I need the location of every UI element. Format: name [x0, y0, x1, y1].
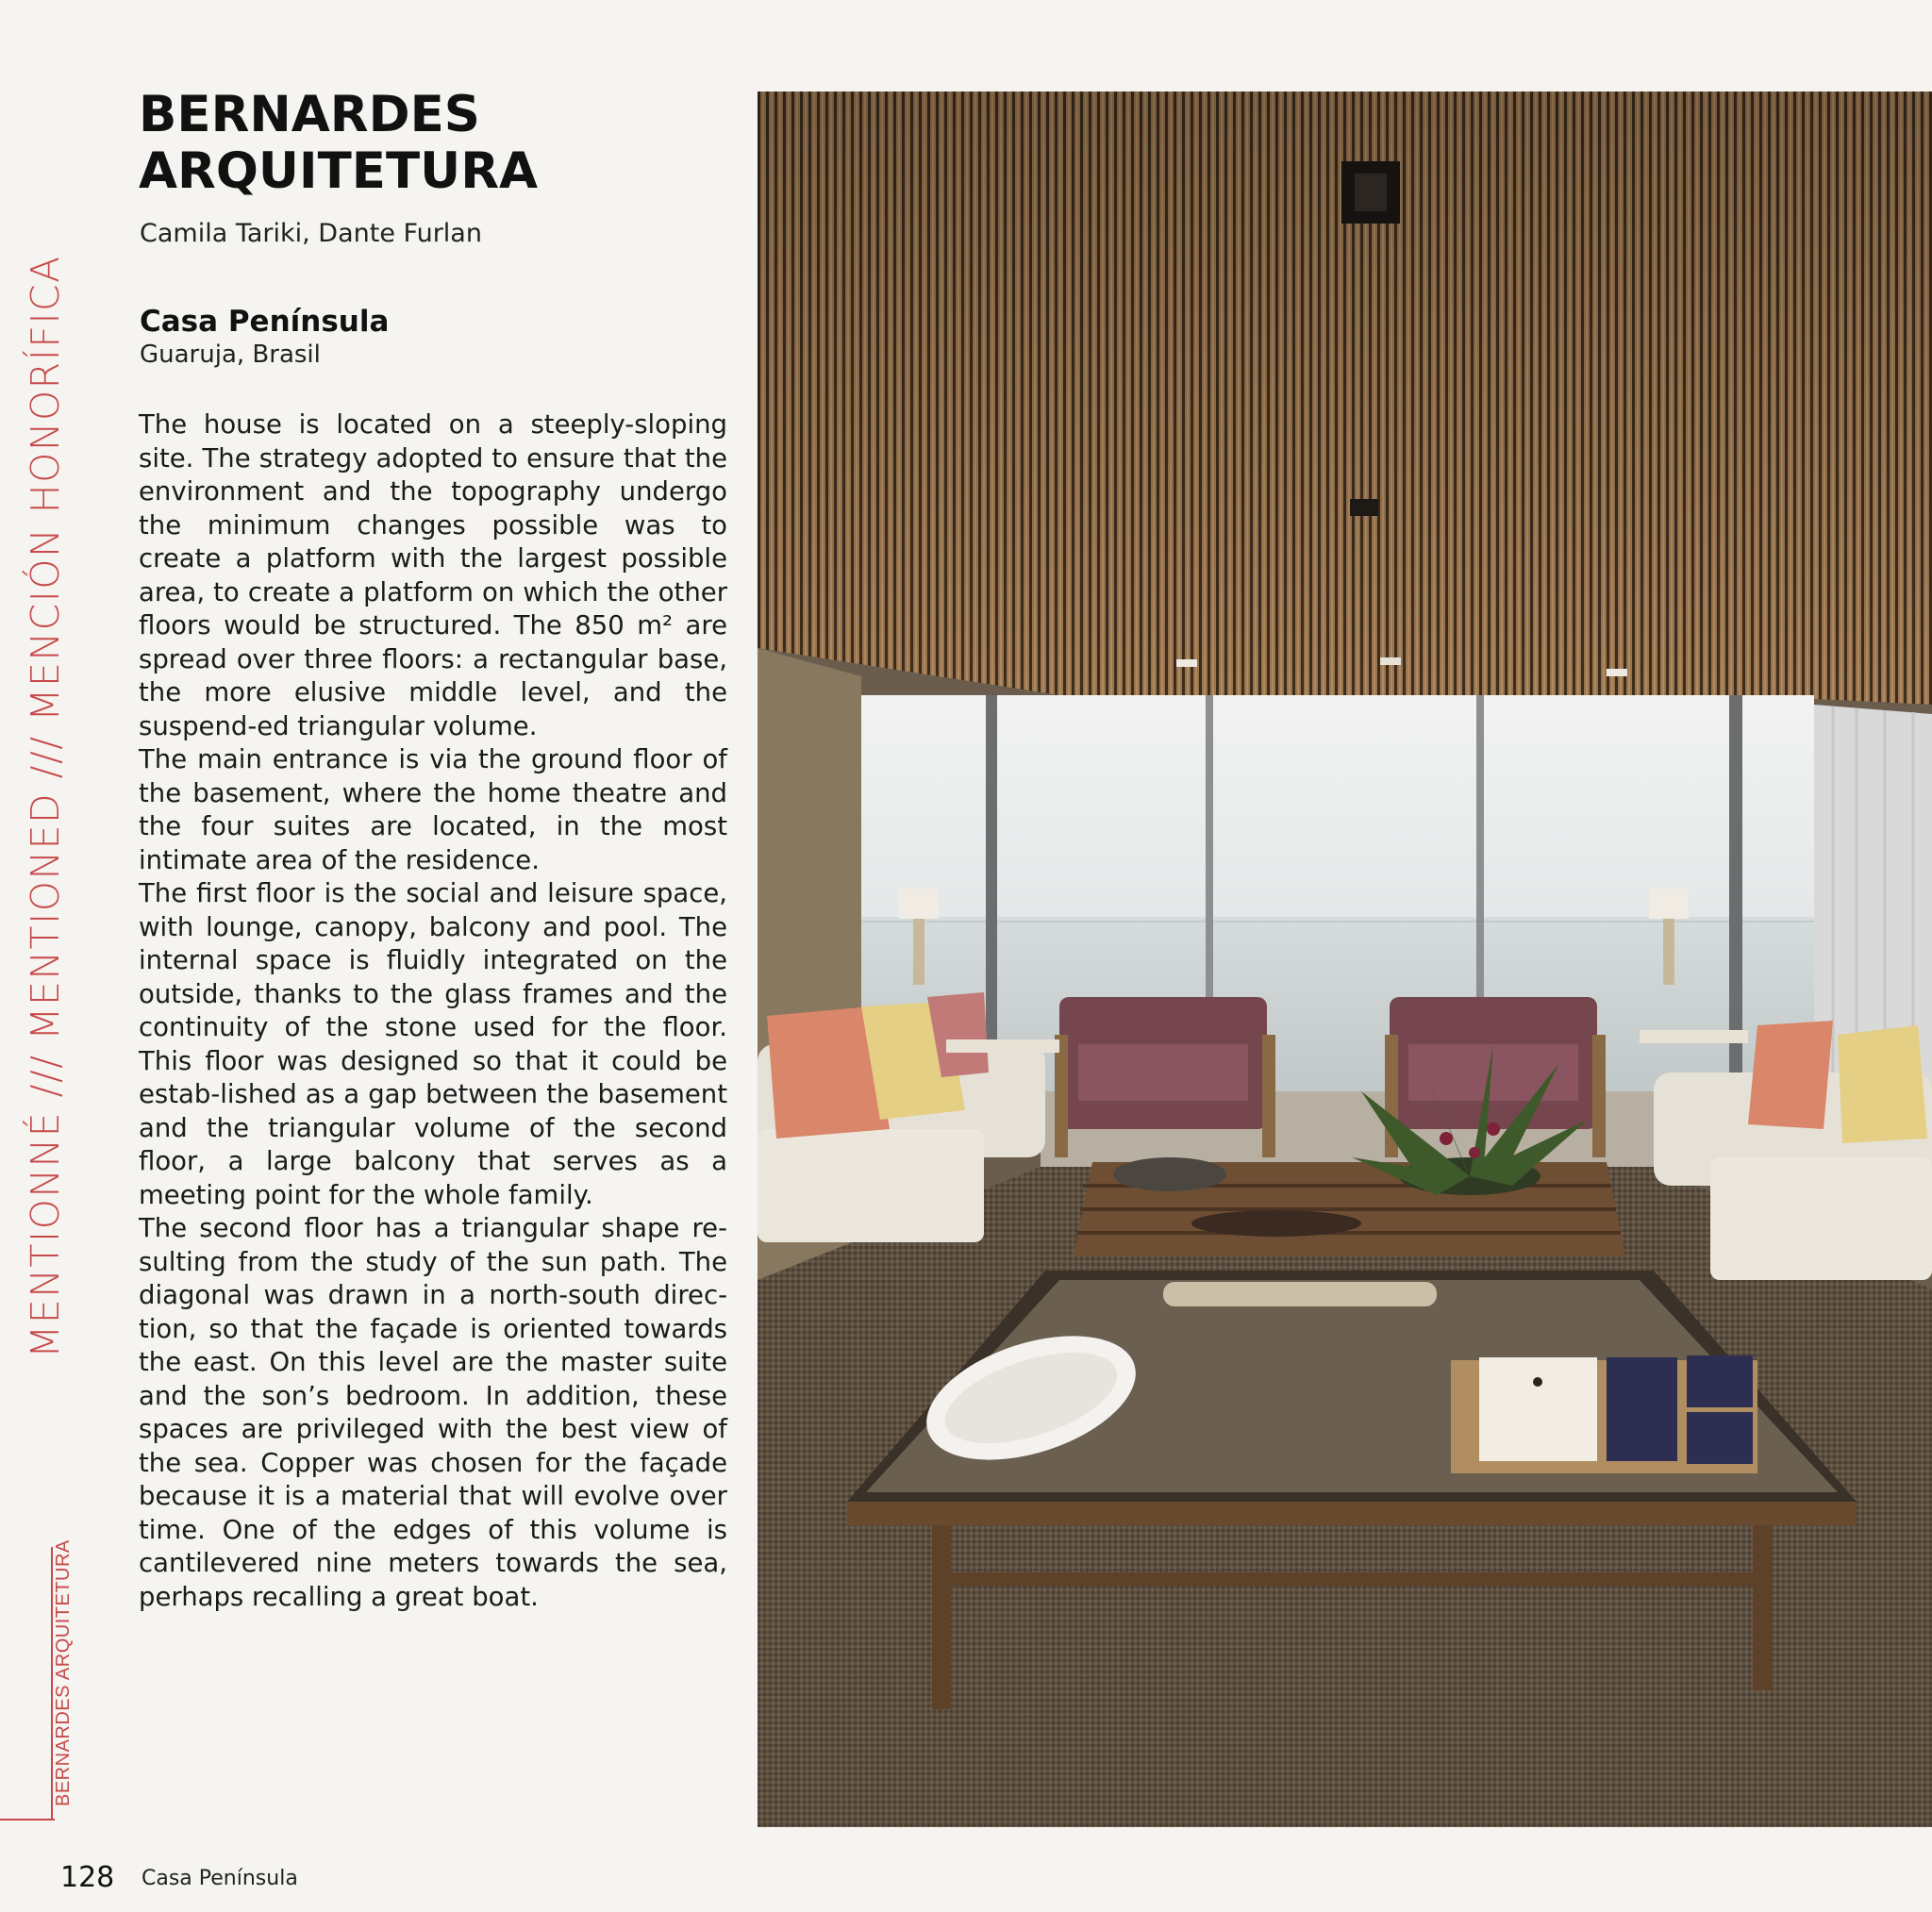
- living-room-photo: [758, 91, 1932, 1827]
- footer-divider: [0, 1819, 55, 1821]
- firm-title-line1: BERNARDES: [139, 86, 480, 143]
- description-paragraph: The main entrance is via the ground floor of the basement, where the home theatre and the four suites are located, in the most intimate area of the residence.: [139, 744, 727, 875]
- firm-title: [139, 87, 538, 200]
- firm-title-line2: ARQUITETURA: [139, 142, 539, 200]
- project-description: [139, 408, 727, 1614]
- award-mention-label: MENTIONNÉ /// MENTIONED /// MENCIÓN HONORÍFICA: [23, 255, 68, 1358]
- side-firm-label: BERNARDES ARQUITETURA: [53, 1539, 74, 1806]
- project-name: Casa Península: [140, 305, 390, 339]
- page-number: 128: [60, 1861, 115, 1894]
- description-paragraph: The house is located on a steeply-sloping site. The strategy adopted to ensure that the environment and the topography undergo the minimum changes possible was to create a platform with the largest possible area, to create a platform on which the other floors would be structured. The 850 m² are spread over three floors: a rectangular base, the more elusive middle level, and the suspend-ed triangular volume.: [139, 409, 727, 741]
- running-footer-title: Casa Península: [142, 1867, 298, 1890]
- project-location: Guaruja, Brasil: [140, 341, 321, 369]
- description-paragraph: The second floor has a triangular shape re-sulting from the study of the sun path. The diagonal was drawn in a north-south direc-tion, so that the façade is oriented towards the east. On this level are the master suite and the son’s bedroom. In addition, these spaces are privileged with the best view of the sea. Copper was chosen for the façade because it is a material that will evolve over time. One of the edges of this volume is cantilevered nine meters towards the sea, perhaps recalling a great boat.: [139, 1213, 727, 1612]
- description-paragraph: The first floor is the social and leisure space, with lounge, canopy, balcony and pool. The internal space is fluidly integrated on the outside, thanks to the glass frames and the continuity of the stone used for the floor. This floor was designed so that it could be estab-lished as a gap between the basement and the triangular volume of the second floor, a large balcony that serves as a meeting point for the whole family.: [139, 878, 727, 1210]
- architects-names: Camila Tariki, Dante Furlan: [140, 219, 482, 248]
